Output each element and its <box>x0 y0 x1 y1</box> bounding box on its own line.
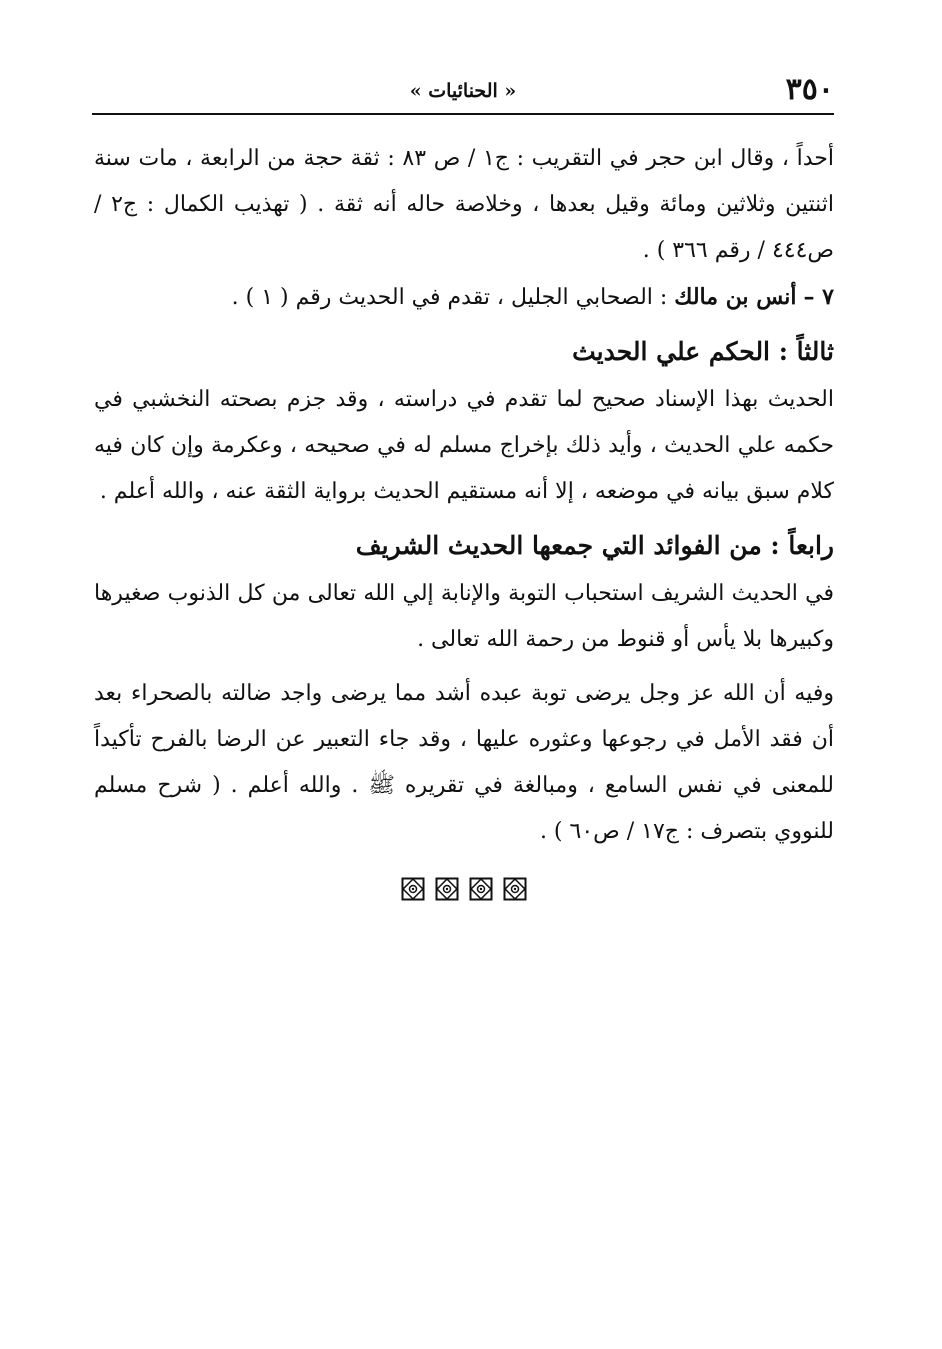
section-heading-benefits: رابعاً : من الفوائد التي جمعها الحديث الشريف <box>355 531 834 560</box>
paragraph-benefit-1: في الحديث الشريف استحباب التوبة والإنابة إلي الله تعالى من كل الذنوب صغيرها وكبيرها بلا يأس أو قنوط من رحمة الله تعالى . <box>94 581 834 652</box>
page-header <box>92 70 834 110</box>
section-heading-ruling: ثالثاً : الحكم علي الحديث <box>572 337 834 366</box>
page-number: ٣٥٠ <box>785 72 834 107</box>
spacer <box>94 663 834 671</box>
narrator-description: : الصحابي الجليل ، تقدم في الحديث رقم ( ١ ) . <box>231 285 668 310</box>
running-title: « الحنائيات » <box>409 80 517 102</box>
paragraph-ruling: الحديث بهذا الإسناد صحيح لما تقدم في دراسته ، وقد جزم بصحته النخشبي في حكمه علي الحديث ، وأيد ذلك بإخراج مسلم له في صحيحه ، وعكرمة وإن كان فيه كلام سبق بيانه في موضعه ، إلا أنه مستقيم الحديث برواية الثقة عنه ، والله أعلم . <box>94 387 834 504</box>
narrator-item-7 <box>94 274 834 321</box>
narrator-name: أنس بن مالك <box>674 284 797 310</box>
paragraph-narrator-notes: أحداً ، وقال ابن حجر في التقريب : ج١ / ص ٨٣ : ثقة حجة من الرابعة ، مات سنة اثنتين وثلاثين ومائة وقيل بعدها ، وخلاصة حاله أنه ثقة . ( تهذيب الكمال : ج٢ / ص٤٤٤ / رقم ٣٦٦ ) . <box>94 146 835 263</box>
item-number: ٧ – <box>803 284 834 310</box>
decorative-square-ornament-icon <box>401 877 425 901</box>
paragraph-benefit-2: وفيه أن الله عز وجل يرضى توبة عبده أشد مما يرضى واجد ضالته بالصحراء بعد أن فقد الأمل في رجوعها وعثوره عليها ، وقد جاء التعبير عن الرضا بالفرح تأكيداً للمعنى في نفس السامع ، ومبالغة في تقريره ﷺ . والله أعلم . ( شرح مسلم للنووي بتصرف : ج١٧ / ص٦٠ ) . <box>94 681 834 844</box>
page-body <box>94 136 834 901</box>
decorative-square-ornament-icon <box>503 877 527 901</box>
closing-ornaments <box>94 877 834 901</box>
decorative-square-ornament-icon <box>469 877 493 901</box>
header-rule <box>92 113 834 115</box>
decorative-square-ornament-icon <box>435 877 459 901</box>
